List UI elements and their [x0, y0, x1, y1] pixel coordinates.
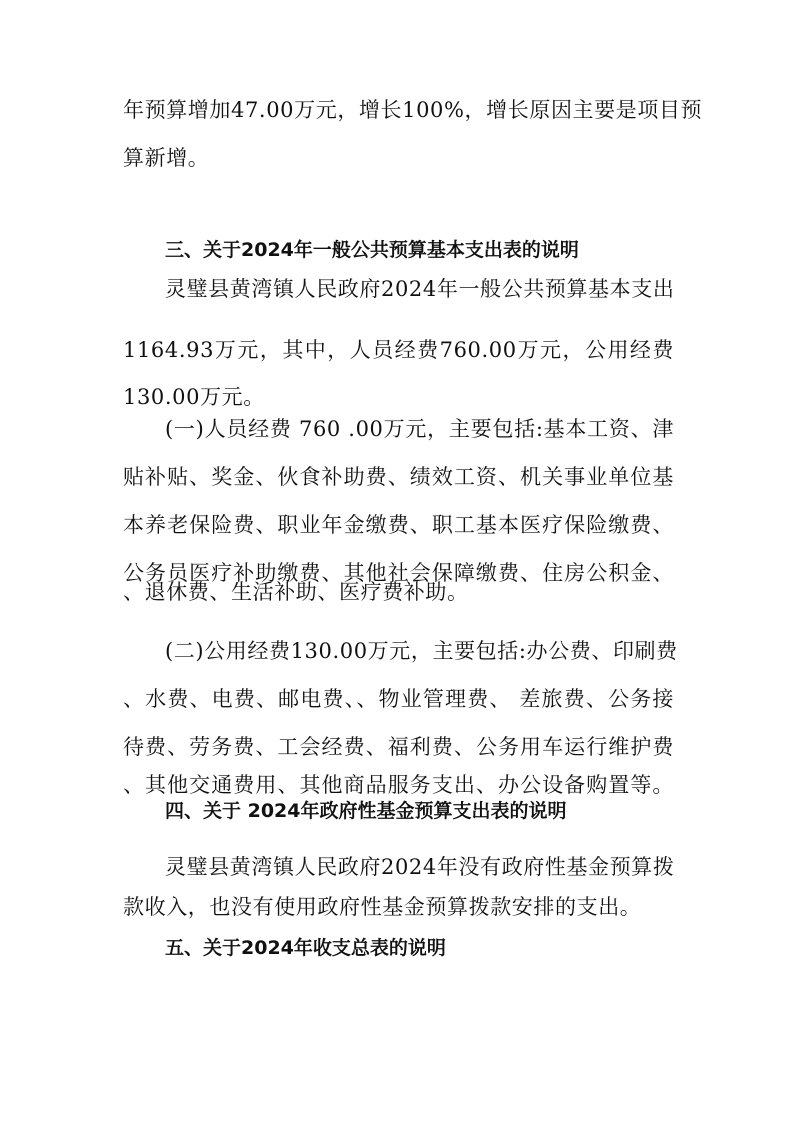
paragraph-line: (二)公用经费130.00万元，主要包括:办公费、印刷费 [165, 639, 678, 663]
paragraph-line: 公务员医疗补助缴费、其他社会保障缴费、住房公积金、 [123, 561, 674, 585]
section-5-heading: 五、关于2024年收支总表的说明 [165, 937, 446, 959]
paragraph-line: 待费、劳务费、工会经费、福利费、公务用车运行维护费 [123, 735, 674, 759]
paragraph-line: 本养老保险费、职业年金缴费、职工基本医疗保险缴费、 [123, 513, 674, 537]
paragraph-line: (一)人员经费 760 .00万元，主要包括:基本工资、津 [165, 417, 674, 441]
paragraph-line: 贴补贴、奖金、伙食补助费、绩效工资、机关事业单位基 [123, 465, 674, 489]
paragraph-line: 灵璧县黄湾镇人民政府2024年没有政府性基金预算拨 [165, 855, 675, 879]
paragraph-line: 130.00万元。 [123, 385, 265, 409]
section-4-heading: 四、关于 2024年政府性基金预算支出表的说明 [165, 800, 567, 822]
section-3-heading: 三、关于2024年一般公共预算基本支出表的说明 [165, 239, 579, 261]
paragraph-line: 灵璧县黄湾镇人民政府2024年一般公共预算基本支出 [165, 277, 675, 301]
paragraph-line: 算新增。 [123, 146, 210, 170]
paragraph-line: 1164.93万元，其中，人员经费760.00万元，公用经费 [123, 338, 674, 362]
paragraph-line: 年预算增加47.00万元，增长100%，增长原因主要是项目预 [123, 98, 703, 122]
paragraph-line: 款收入，也没有使用政府性基金预算拨款安排的支出。 [123, 895, 642, 919]
paragraph-line: 、水费、电费、邮电费、、物业管理费、 差旅费、公务接 [123, 687, 674, 711]
paragraph-line: 、其他交通费用、其他商品服务支出、办公设备购置等。 [123, 773, 674, 797]
paragraph-line: 、退休费、生活补助、医疗费补助。 [123, 580, 469, 604]
